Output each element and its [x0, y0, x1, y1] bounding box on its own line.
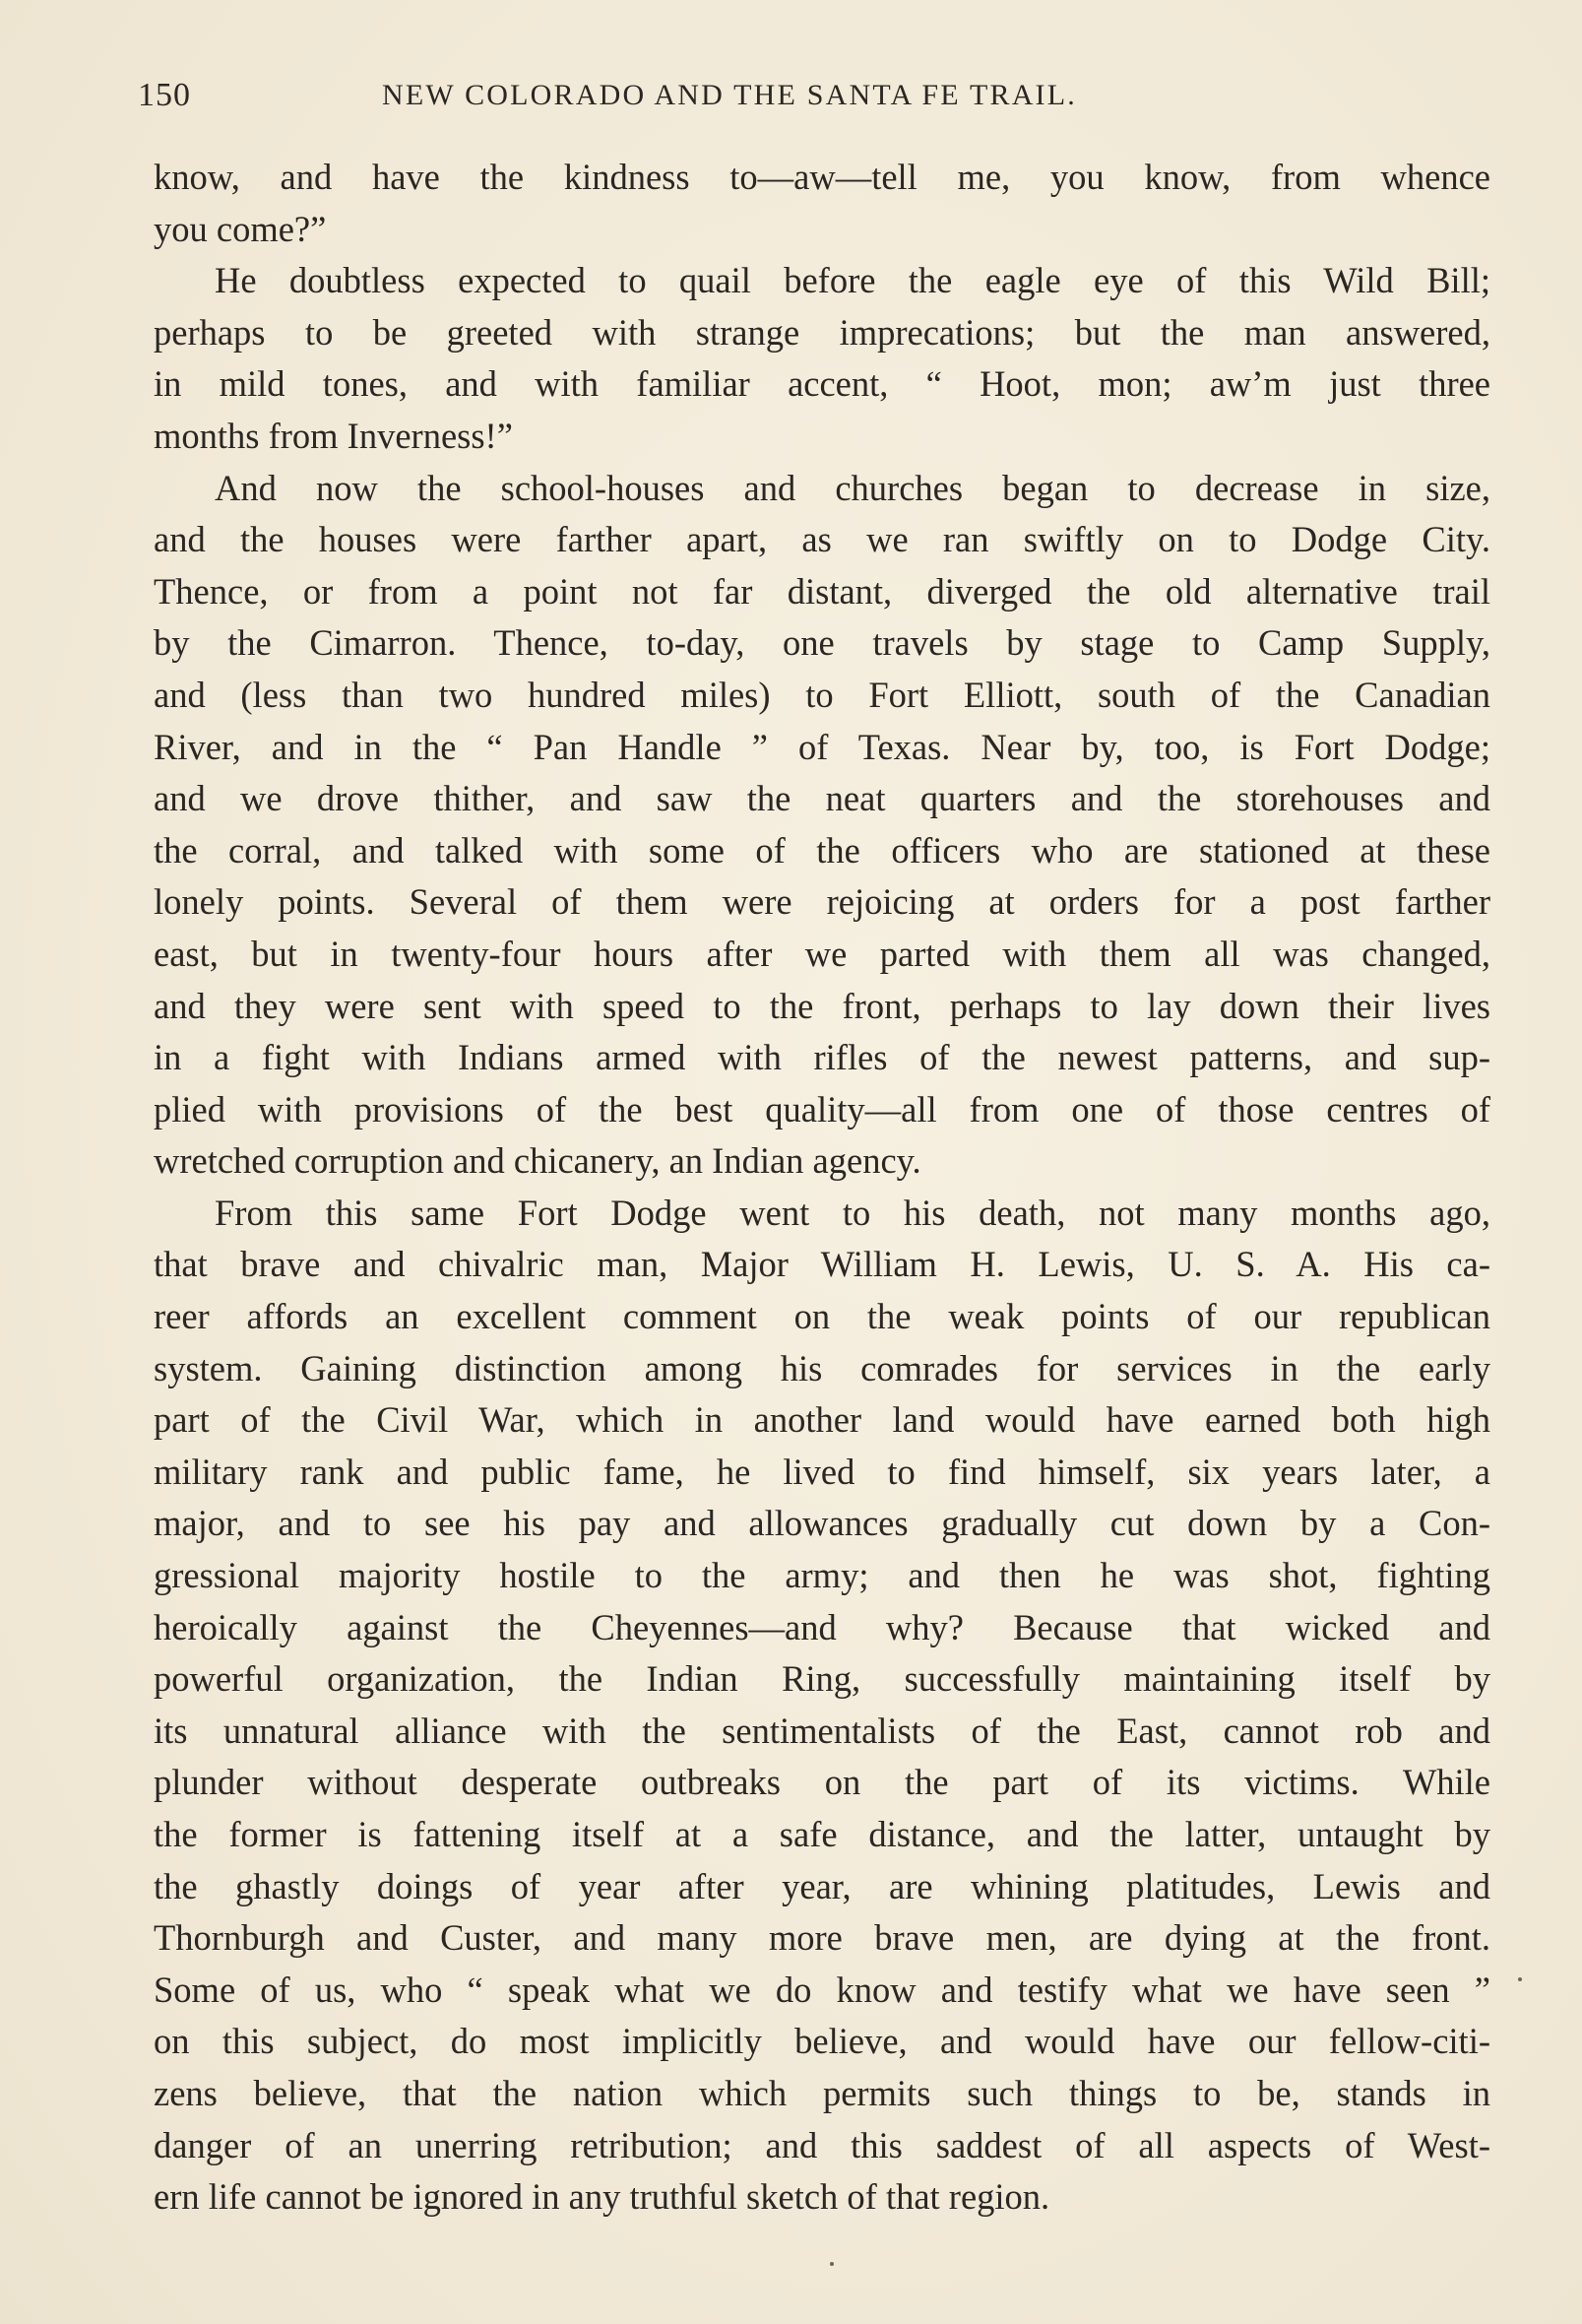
text-line: that brave and chivalric man, Major William H. Lewis, U. S. A. His ca-	[154, 1244, 1490, 1285]
text-line: gressional majority hostile to the army; and then he was shot, fighting	[154, 1555, 1490, 1596]
text-line: danger of an unerring retribution; and this saddest of all aspects of West-	[154, 2124, 1490, 2165]
text-line: reer affords an excellent comment on the weak points of our republican	[154, 1296, 1490, 1337]
text-line: and they were sent with speed to the front, perhaps to lay down their lives	[154, 985, 1490, 1026]
print-speck	[830, 2262, 834, 2266]
text-line: plunder without desperate outbreaks on the part of its victims. While	[154, 1762, 1490, 1803]
text-line: From this same Fort Dodge went to his death, not many months ago,	[215, 1192, 1490, 1233]
text-line: the former is fattening itself at a safe distance, and the latter, untaught by	[154, 1814, 1490, 1854]
text-line: plied with provisions of the best quality—all from one of those centres of	[154, 1088, 1490, 1130]
text-line: Thornburgh and Custer, and many more brave men, are dying at the front.	[154, 1917, 1490, 1959]
text-line: military rank and public fame, he lived to find himself, six years later, a	[154, 1451, 1490, 1492]
text-line: system. Gaining distinction among his comrades for services in the early	[154, 1347, 1490, 1388]
text-line: know, and have the kindness to—aw—tell me, you know, from whence	[154, 157, 1490, 197]
text-line: the corral, and talked with some of the officers who are stationed at these	[154, 829, 1490, 871]
text-line: wretched corruption and chicanery, an Indian agency.	[154, 1140, 921, 1182]
text-line: part of the Civil War, which in another land would have earned both high	[154, 1399, 1490, 1441]
running-head	[138, 77, 1506, 126]
text-line: River, and in the “ Pan Handle ” of Texas. Near by, too, is Fort Dodge;	[154, 726, 1490, 767]
text-line: and we drove thither, and saw the neat quarters and the storehouses and	[154, 778, 1490, 819]
text-line: months from Inverness!”	[154, 415, 513, 456]
text-line: Some of us, who “ speak what we do know and testify what we have seen ”	[154, 1969, 1490, 2010]
text-line: zens believe, that the nation which permits such things to be, stands in	[154, 2072, 1490, 2113]
text-line: on this subject, do most implicitly believe, and would have our fellow-citi-	[154, 2021, 1490, 2062]
text-line: by the Cimarron. Thence, to-day, one travels by stage to Camp Supply,	[154, 622, 1490, 664]
text-line: And now the school-houses and churches began to decrease in size,	[215, 467, 1490, 508]
text-line: He doubtless expected to quail before the eagle eye of this Wild Bill;	[215, 260, 1490, 301]
text-line: Thence, or from a point not far distant, diverged the old alternative trail	[154, 570, 1490, 612]
text-line: heroically against the Cheyennes—and why? Because that wicked and	[154, 1606, 1490, 1647]
text-line: and (less than two hundred miles) to Fort Elliott, south of the Canadian	[154, 674, 1490, 715]
text-line: ern life cannot be ignored in any truthful sketch of that region.	[154, 2176, 1050, 2218]
text-line: major, and to see his pay and allowances gradually cut down by a Con-	[154, 1503, 1490, 1544]
text-line: and the houses were farther apart, as we ran swiftly on to Dodge City.	[154, 519, 1490, 560]
text-line: in mild tones, and with familiar accent, “ Hoot, mon; aw’m just three	[154, 363, 1490, 405]
print-speck	[1518, 1977, 1522, 1981]
running-title: NEW COLORADO AND THE SANTA FE TRAIL.	[382, 79, 1077, 111]
text-line: perhaps to be greeted with strange imprecations; but the man answered,	[154, 311, 1490, 353]
text-line: the ghastly doings of year after year, are whining platitudes, Lewis and	[154, 1865, 1490, 1906]
text-line: you come?”	[154, 208, 327, 249]
text-line: powerful organization, the Indian Ring, successfully maintaining itself by	[154, 1658, 1490, 1700]
text-line: lonely points. Several of them were rejoicing at orders for a post farther	[154, 881, 1490, 923]
text-line: in a fight with Indians armed with rifles of the newest patterns, and sup-	[154, 1037, 1490, 1078]
text-line: its unnatural alliance with the sentimentalists of the East, cannot rob and	[154, 1710, 1490, 1751]
text-line: east, but in twenty-four hours after we parted with them all was changed,	[154, 933, 1490, 974]
body-text	[154, 152, 1490, 2224]
page-number: 150	[138, 77, 191, 113]
